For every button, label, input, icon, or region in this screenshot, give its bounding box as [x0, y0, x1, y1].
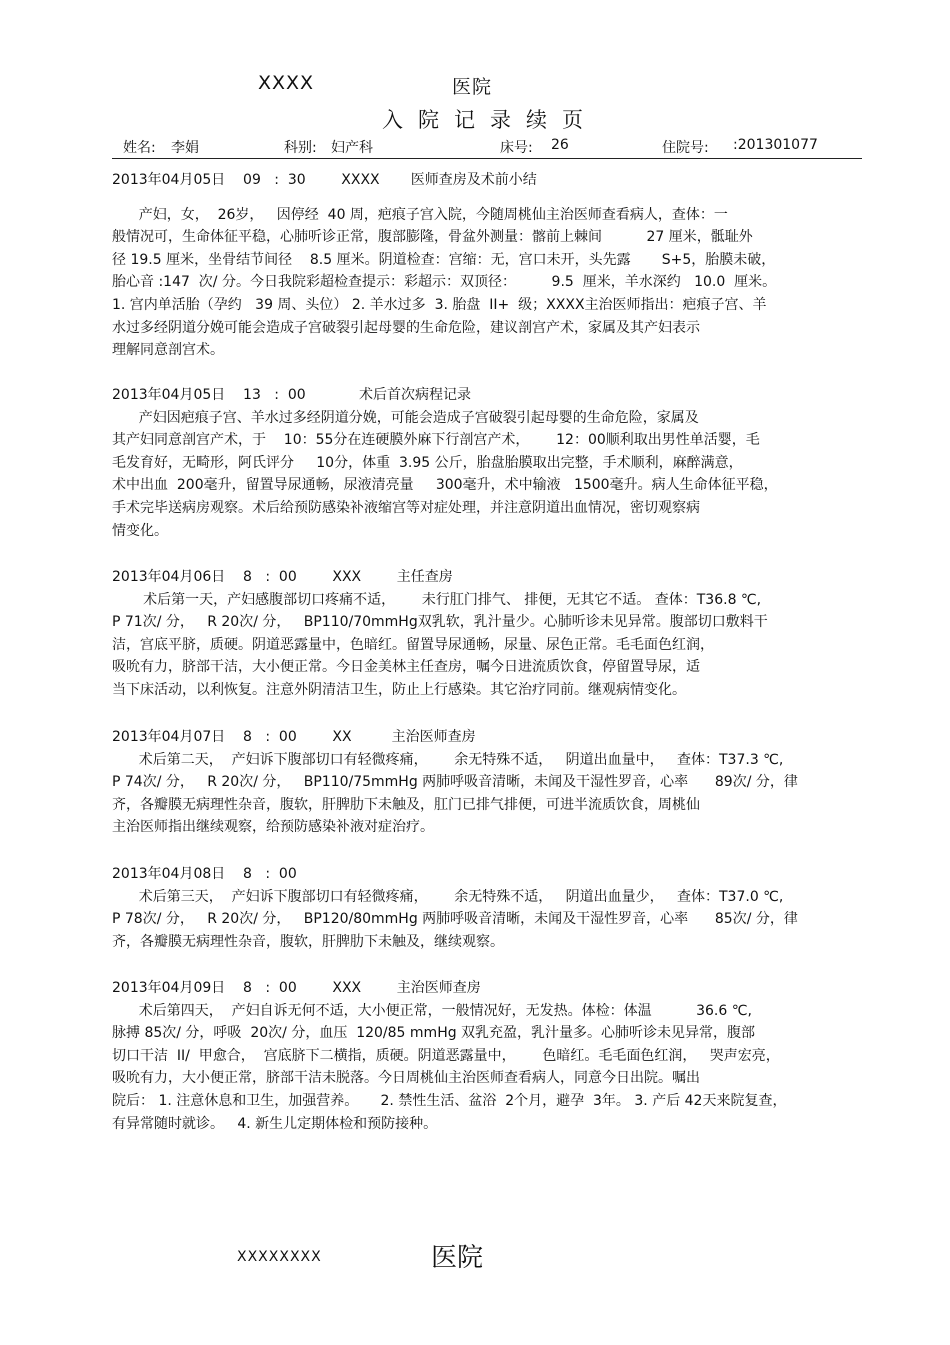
entry-body	[112, 886, 852, 954]
record-entry	[112, 726, 852, 839]
header-divider	[112, 158, 862, 159]
entry-body	[112, 589, 852, 702]
footer-hospital-suffix: 医院	[431, 1243, 484, 1273]
entry-line: 有异常随时就诊。 4. 新生儿定期体检和预防接种。	[112, 1115, 438, 1132]
bed-label: 床号:	[500, 140, 533, 156]
bed-value: 26	[551, 137, 569, 153]
record-entry	[112, 977, 852, 1135]
entry-body	[112, 204, 852, 362]
entry-line: 吸吮有力，脐部干洁，大小便正常。今日金美林主任查房，嘱今日进流质饮食，停留置导尿，适	[112, 659, 700, 676]
entry-line: 齐，各瓣膜无病理性杂音，腹软，肝脾肋下未触及，肛门已排气排便，可进半流质饮食，周桃仙	[112, 796, 700, 813]
entry-line: 院后： 1. 注意休息和卫生，加强营养。 2. 禁性生活、盆浴 2个月，避孕 3年。 3. 产后 42天来院复查，	[112, 1092, 787, 1109]
record-entry	[112, 169, 852, 362]
entry-heading: 2013年04月07日 8 : 00 XX 主治医师查房	[112, 729, 476, 745]
entry-line: 般情况可，生命体征平稳，心肺听诊正常，腹部膨隆，骨盆外测量：髂前上棘间 27 厘米，骶耻外	[112, 229, 753, 246]
entry-body	[112, 407, 852, 543]
entry-line: P 74次/ 分， R 20次/ 分， BP110/75mmHg 两肺呼吸音清晰，未闻及干湿性罗音，心率 89次/ 分，律	[112, 774, 798, 791]
entry-line: P 78次/ 分， R 20次/ 分， BP120/80mmHg 两肺呼吸音清晰，未闻及干湿性罗音，心率 85次/ 分，律	[112, 911, 798, 928]
entry-heading: 2013年04月05日 13 : 00 术后首次病程记录	[112, 387, 472, 403]
entry-line: 洁，宫底平脐，质硬。阴道恶露量中，色暗红。留置导尿通畅，尿量、尿色正常。毛毛面色红润，	[112, 636, 714, 653]
entry-heading: 2013年04月05日 09 : 30 XXXX 医师查房及术前小结	[112, 172, 537, 188]
page-title: 入院记录续页	[382, 108, 598, 132]
entry-line: 情变化。	[112, 522, 168, 539]
entry-line: 理解同意剖宫术。	[112, 342, 224, 359]
entry-heading: 2013年04月08日 8 : 00	[112, 866, 297, 882]
entry-line: 径 19.5 厘米，坐骨结节间径 8.5 厘米。阴道检查：宫缩：无，宫口未开，头先露 S+5，胎膜未破，	[112, 251, 776, 268]
entry-line: 齐，各瓣膜无病理性杂音，腹软，肝脾肋下未触及，继续观察。	[112, 933, 504, 950]
entry-heading: 2013年04月06日 8 : 00 XXX 主任查房	[112, 569, 453, 585]
entry-line: 水过多经阴道分娩可能会造成子宫破裂引起母婴的生命危险，建议剖宫产术，家属及其产妇表示	[112, 319, 700, 336]
entry-line: 胎心音 :147 次/ 分。今日我院彩超检查提示：彩超示：双顶径： 9.5 厘米，羊水深约 10.0 厘米。	[112, 274, 777, 291]
entry-line: 1. 宫内单活胎（孕约 39 周、头位） 2. 羊水过多 3. 胎盘 II+ 级；XXXX主治医师指出：疤痕子宫、羊	[112, 296, 767, 313]
entry-spacer	[112, 192, 852, 204]
entry-line: 术后第二天， 产妇诉下腹部切口有轻微疼痛， 余无特殊不适， 阴道出血量中， 查体：T37.3 ℃,	[112, 751, 784, 768]
record-entry	[112, 566, 852, 702]
name-label: 姓名:	[123, 140, 156, 156]
dept-value: 妇产科	[331, 140, 373, 156]
entry-line: 其产妇同意剖宫产术，于 10：55分在连硬膜外麻下行剖宫产术， 12：00顺利取出男性单活婴，毛	[112, 432, 760, 449]
entry-line: 脉搏 85次/ 分，呼吸 20次/ 分，血压 120/85 mmHg 双乳充盈，乳汁量多。心肺听诊未见异常，腹部	[112, 1025, 756, 1042]
entry-line: 毛发育好，无畸形，阿氏评分 10分，体重 3.95 公斤，胎盘胎膜取出完整，手术顺利，麻醉满意，	[112, 454, 743, 471]
admission-value: :201301077	[733, 137, 818, 153]
entry-line: 主治医师指出继续观察，给预防感染补液对症治疗。	[112, 819, 434, 836]
entry-line: 产妇，女， 26岁， 因停经 40 周，疤痕子宫入院，今随周桃仙主治医师查看病人，查体：一	[112, 206, 728, 223]
footer-hospital-code: XXXXXXXX	[237, 1249, 322, 1265]
entry-heading: 2013年04月09日 8 : 00 XXX 主治医师查房	[112, 980, 481, 996]
entry-line: 术中出血 200毫升，留置导尿通畅，尿液清亮量 300毫升，术中输液 1500毫升。病人生命体征平稳，	[112, 477, 778, 494]
entry-line: 术后第三天， 产妇诉下腹部切口有轻微疼痛， 余无特殊不适， 阴道出血量少， 查体：T37.0 ℃,	[112, 888, 784, 905]
entry-line: 手术完毕送病房观察。术后给预防感染补液缩宫等对症处理，并注意阴道出血情况，密切观察病	[112, 499, 700, 516]
record-entry	[112, 863, 852, 953]
entry-line: 当下床活动，以利恢复。注意外阴清洁卫生，防止上行感染。其它治疗同前。继观病情变化。	[112, 681, 686, 698]
dept-label: 科别:	[284, 140, 317, 156]
record-entry	[112, 384, 852, 542]
entry-line: 切口干洁 II/ 甲愈合， 宫底脐下二横指，质硬。阴道恶露量中， 色暗红。毛毛面色红润， 哭声宏亮，	[112, 1047, 780, 1064]
name-value: 李娟	[171, 140, 199, 156]
entry-body	[112, 749, 852, 839]
entry-line: P 71次/ 分， R 20次/ 分， BP110/70mmHg双乳软，乳汁量少。心肺听诊未见异常。腹部切口敷料干	[112, 614, 768, 631]
hospital-suffix: 医院	[452, 76, 493, 98]
entry-line: 产妇因疤痕子宫、羊水过多经阴道分娩，可能会造成子宫破裂引起母婴的生命危险，家属及	[112, 409, 699, 426]
admission-label: 住院号:	[662, 140, 709, 156]
hospital-code: XXXX	[258, 72, 315, 94]
entry-body	[112, 1000, 852, 1136]
entry-line: 术后第一天，产妇感腹部切口疼痛不适， 未行肛门排气、 排便，无其它不适。 查体：T36.8 ℃,	[112, 591, 762, 608]
entry-line: 吸吮有力，大小便正常，脐部干洁未脱落。今日周桃仙主治医师查看病人，同意今日出院。嘱出	[112, 1070, 700, 1087]
entry-line: 术后第四天， 产妇自诉无何不适，大小便正常，一般情况好，无发热。体检：体温 36.6 ℃,	[112, 1002, 752, 1019]
